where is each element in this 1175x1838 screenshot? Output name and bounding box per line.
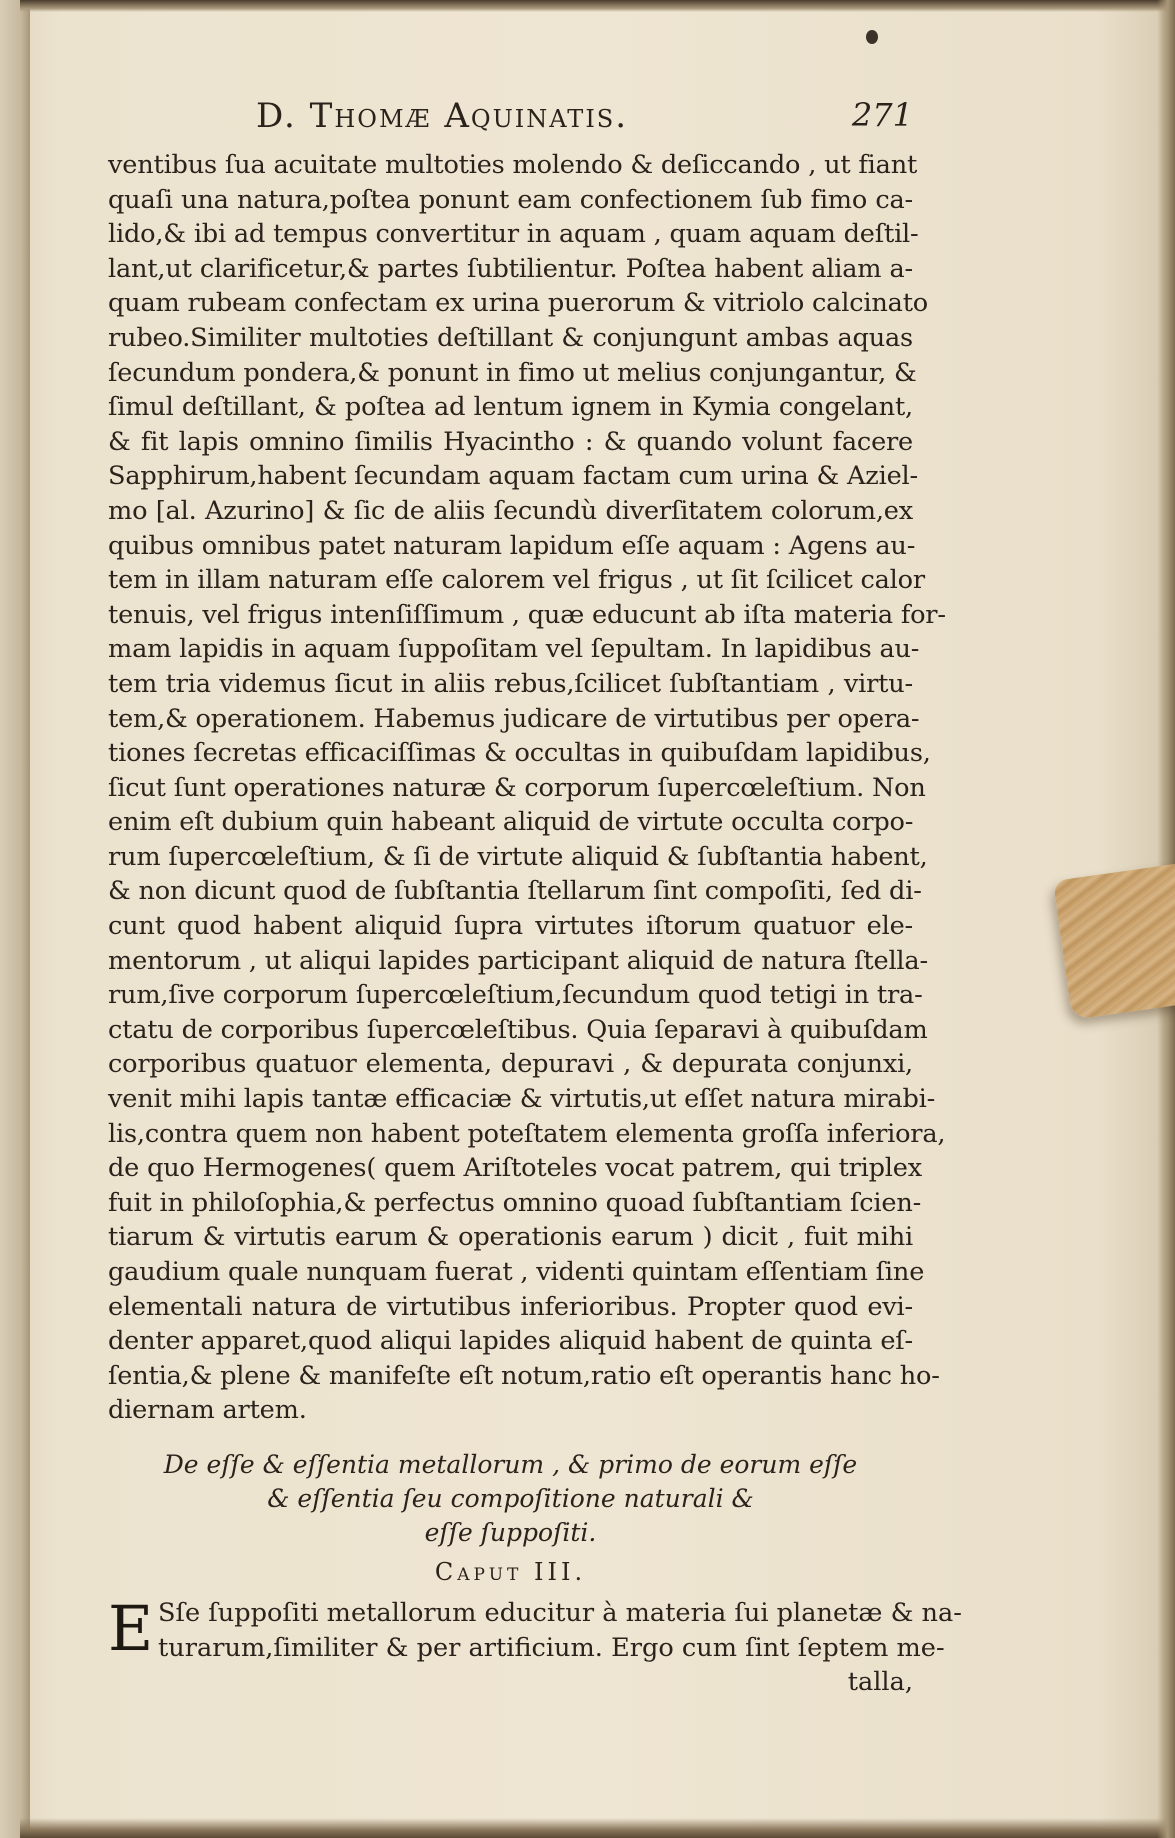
- text-line: denter apparet,quod aliqui lapides aliquid habent de quinta eſ-: [108, 1326, 913, 1357]
- text-line: venit mihi lapis tantæ efficaciæ & virtutis,ut eſſet natura mirabi-: [108, 1084, 936, 1115]
- text-line: gaudium quale nunquam fuerat , videnti quintam eſſentiam ſine: [108, 1257, 925, 1287]
- text-line: tem,& operationem. Habemus judicare de virtutibus per opera-: [108, 703, 920, 734]
- text-line: tem tria videmus ſicut in aliis rebus,ſcilicet ſubſtantiam , virtu-: [108, 668, 913, 699]
- text-line: corporibus quatuor elementa, depuravi , & depurata conjunxi,: [108, 1049, 913, 1080]
- text-line: quibus omnibus patet naturam lapidum eſſe aquam : Agens au-: [108, 530, 916, 561]
- section-heading-line: & eſſentia ſeu compoſitione naturali &: [267, 1483, 754, 1513]
- page-header: [108, 96, 913, 148]
- chapter-line: Sſe ſuppoſiti metallorum educitur à materia ſui planetæ & na-: [158, 1597, 962, 1628]
- wooden-page-weight: [1053, 860, 1175, 1020]
- section-heading: [108, 1448, 913, 1550]
- text-line: ctatu de corporibus ſupercœleſtibus. Quia ſeparavi à quibuſdam: [108, 1014, 928, 1045]
- text-line: fuit in philoſophia,& perfectus omnino quoad ſubſtantiam ſcien-: [108, 1187, 922, 1218]
- text-line: ſimul deſtillant, & poſtea ad lentum ignem in Kymia congelant,: [108, 392, 913, 423]
- text-line: mo [al. Azurino] & ſic de aliis ſecundù diverſitatem colorum,ex: [108, 495, 913, 526]
- text-line: tiarum & virtutis earum & operationis earum ) dicit , fuit mihi: [108, 1222, 913, 1253]
- text-line: cunt quod habent aliquid ſupra virtutes iſtorum quatuor ele-: [108, 911, 913, 942]
- text-line: tenuis, vel frigus intenſiſſimum , quæ educunt ab iſta materia for-: [108, 599, 946, 630]
- chapter-title: Caput III.: [434, 1557, 587, 1586]
- text-line: ſentia,& plene & manifeſte eſt notum,ratio eſt operantis hanc ho-: [108, 1360, 940, 1391]
- text-line: rum ſupercœleſtium, & ſi de virtute aliquid & ſubſtantia habent,: [108, 841, 928, 872]
- text-line: rubeo.Similiter multoties deſtillant & conjungunt ambas aquas: [108, 322, 913, 353]
- text-line: de quo Hermogenes( quem Ariſtoteles vocat patrem, qui triplex: [108, 1153, 922, 1184]
- text-line: tem in illam naturam eſſe calorem vel frigus , ut ſit ſcilicet calor: [108, 565, 925, 596]
- text-line: lant,ut clarificetur,& partes ſubtilientur. Poſtea habent aliam a-: [108, 253, 913, 284]
- top-page-edge: [20, 0, 1175, 12]
- text-line: ventibus ſua acuitate multoties molendo & deſiccando , ut fiant: [108, 150, 918, 180]
- text-line: lis,contra quem non habent poteſtatem elementa groſſa inferiora,: [108, 1118, 946, 1149]
- catchword: talla,: [847, 1667, 913, 1698]
- text-line: mentorum , ut aliqui lapides participant aliquid de natura ſtella-: [108, 945, 928, 976]
- text-line: quam rubeam confectam ex urina puerorum & vitriolo calcinato: [108, 288, 928, 319]
- ink-spot-mark: [866, 30, 878, 44]
- text-line: enim eſt dubium quin habeant aliquid de virtute occulta corpo-: [108, 807, 914, 838]
- text-line: & non dicunt quod de ſubſtantia ſtellarum ſint compoſiti, ſed di-: [108, 876, 922, 907]
- drop-capital: E: [108, 1591, 154, 1665]
- text-line: & fit lapis omnino ſimilis Hyacintho : & quando volunt facere: [108, 426, 913, 457]
- chapter-line: turarum,ſimiliter & per artificium. Ergo cum ſint ſeptem me-: [158, 1632, 945, 1663]
- text-line: ſecundum pondera,& ponunt in fimo ut melius conjungantur, &: [108, 357, 917, 388]
- text-line: rum,ſive corporum ſupercœleſtium,ſecundum quod tetigi in tra-: [108, 980, 923, 1011]
- text-line: quaſi una natura,poſtea ponunt eam confectionem ſub fimo ca-: [108, 184, 913, 215]
- section-heading-line: De eſſe & eſſentia metallorum , & primo de eorum eſſe: [163, 1449, 858, 1479]
- body-text: [108, 148, 946, 1428]
- gutter-margin: [0, 0, 30, 1838]
- running-head: D. Thomæ Aquinatis.: [256, 96, 629, 136]
- text-line: mam lapidis in aquam ſuppoſitam vel ſepultam. In lapidibus au-: [108, 634, 920, 665]
- text-line: ſicut ſunt operationes naturæ & corporum ſupercœleſtium. Non: [108, 772, 926, 803]
- chapter-body: [108, 1591, 962, 1700]
- book-page: [108, 96, 962, 1700]
- bottom-page-edge: [20, 1818, 1175, 1838]
- text-line: lido,& ibi ad tempus convertitur in aquam , quam aquam deſtil-: [108, 219, 919, 250]
- text-line: diernam artem.: [108, 1395, 307, 1426]
- text-line: Sapphirum,habent ſecundam aquam factam cum urina & Aziel-: [108, 461, 918, 492]
- page-number: 271: [851, 96, 913, 134]
- facing-page-edge: [2, 130, 24, 1730]
- section-heading-line: eſſe ſuppoſiti.: [424, 1517, 597, 1547]
- text-line: tiones ſecretas efficaciſſimas & occultas in quibuſdam lapidibus,: [108, 738, 931, 769]
- text-line: elementali natura de virtutibus inferioribus. Propter quod evi-: [108, 1291, 913, 1322]
